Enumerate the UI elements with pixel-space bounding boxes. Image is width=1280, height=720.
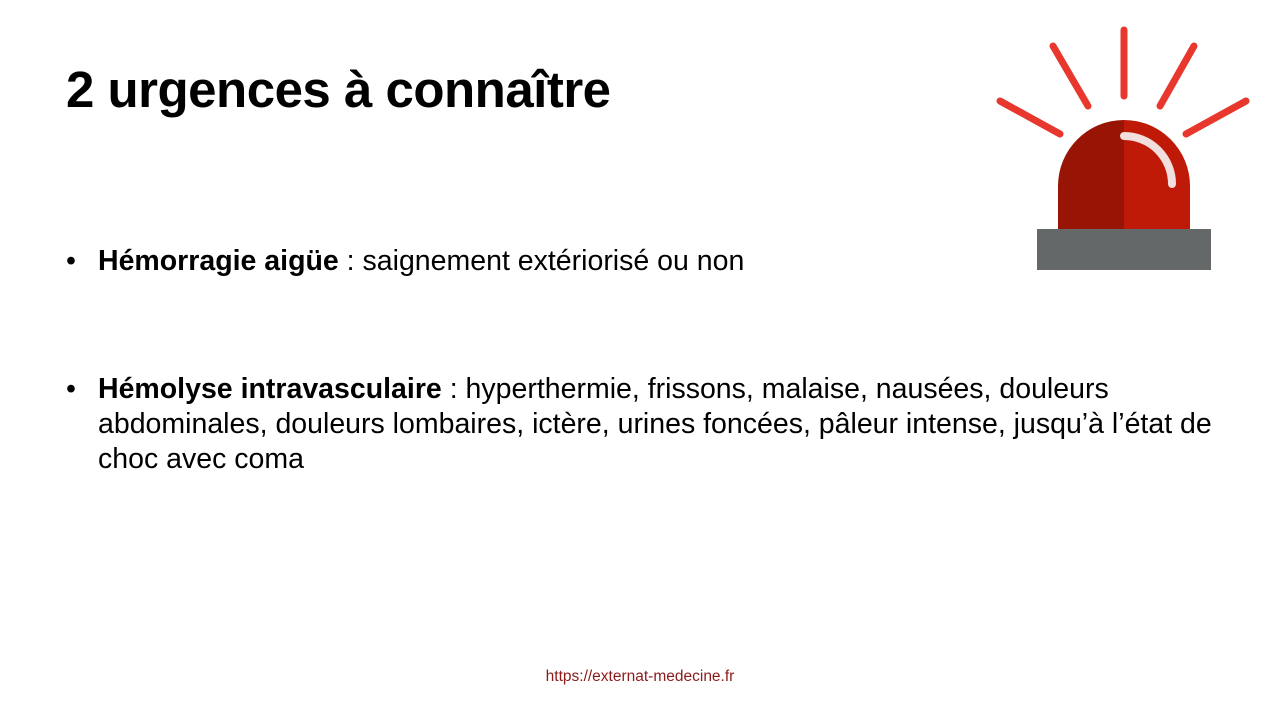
siren-icon bbox=[992, 22, 1254, 274]
siren-ray-upper-right bbox=[1160, 46, 1194, 106]
siren-ray-upper-left bbox=[1053, 46, 1088, 106]
bullet-marker: • bbox=[66, 245, 76, 277]
siren-ray-lower-right bbox=[1186, 101, 1246, 134]
bullet-separator: : bbox=[338, 245, 363, 277]
siren-ray-lower-left bbox=[1000, 101, 1060, 134]
siren-rays bbox=[1000, 30, 1246, 134]
bullet-separator: : bbox=[441, 373, 466, 405]
bullet-description: hyperthermie, frissons, malaise, nausées, douleurs abdominales, douleurs lombaires, ictère, urines foncées, pâleur intense, jusqu’à l’état de choc avec coma bbox=[98, 373, 1212, 475]
bullet-term: Hémolyse intravasculaire bbox=[98, 373, 442, 405]
footer-url: https://externat-medecine.fr bbox=[545, 668, 735, 685]
bullet-description: saignement extériorisé ou non bbox=[362, 245, 745, 277]
slide-title: 2 urgences à connaître bbox=[66, 61, 611, 118]
bullet-list bbox=[66, 244, 1266, 477]
bullet-marker: • bbox=[66, 373, 76, 405]
bullet-term: Hémorragie aigüe bbox=[98, 245, 339, 277]
bullet-item-hemolyse bbox=[66, 372, 1266, 477]
siren-dome-left bbox=[1058, 120, 1124, 229]
bullet-item-hemorragie bbox=[66, 244, 1266, 279]
